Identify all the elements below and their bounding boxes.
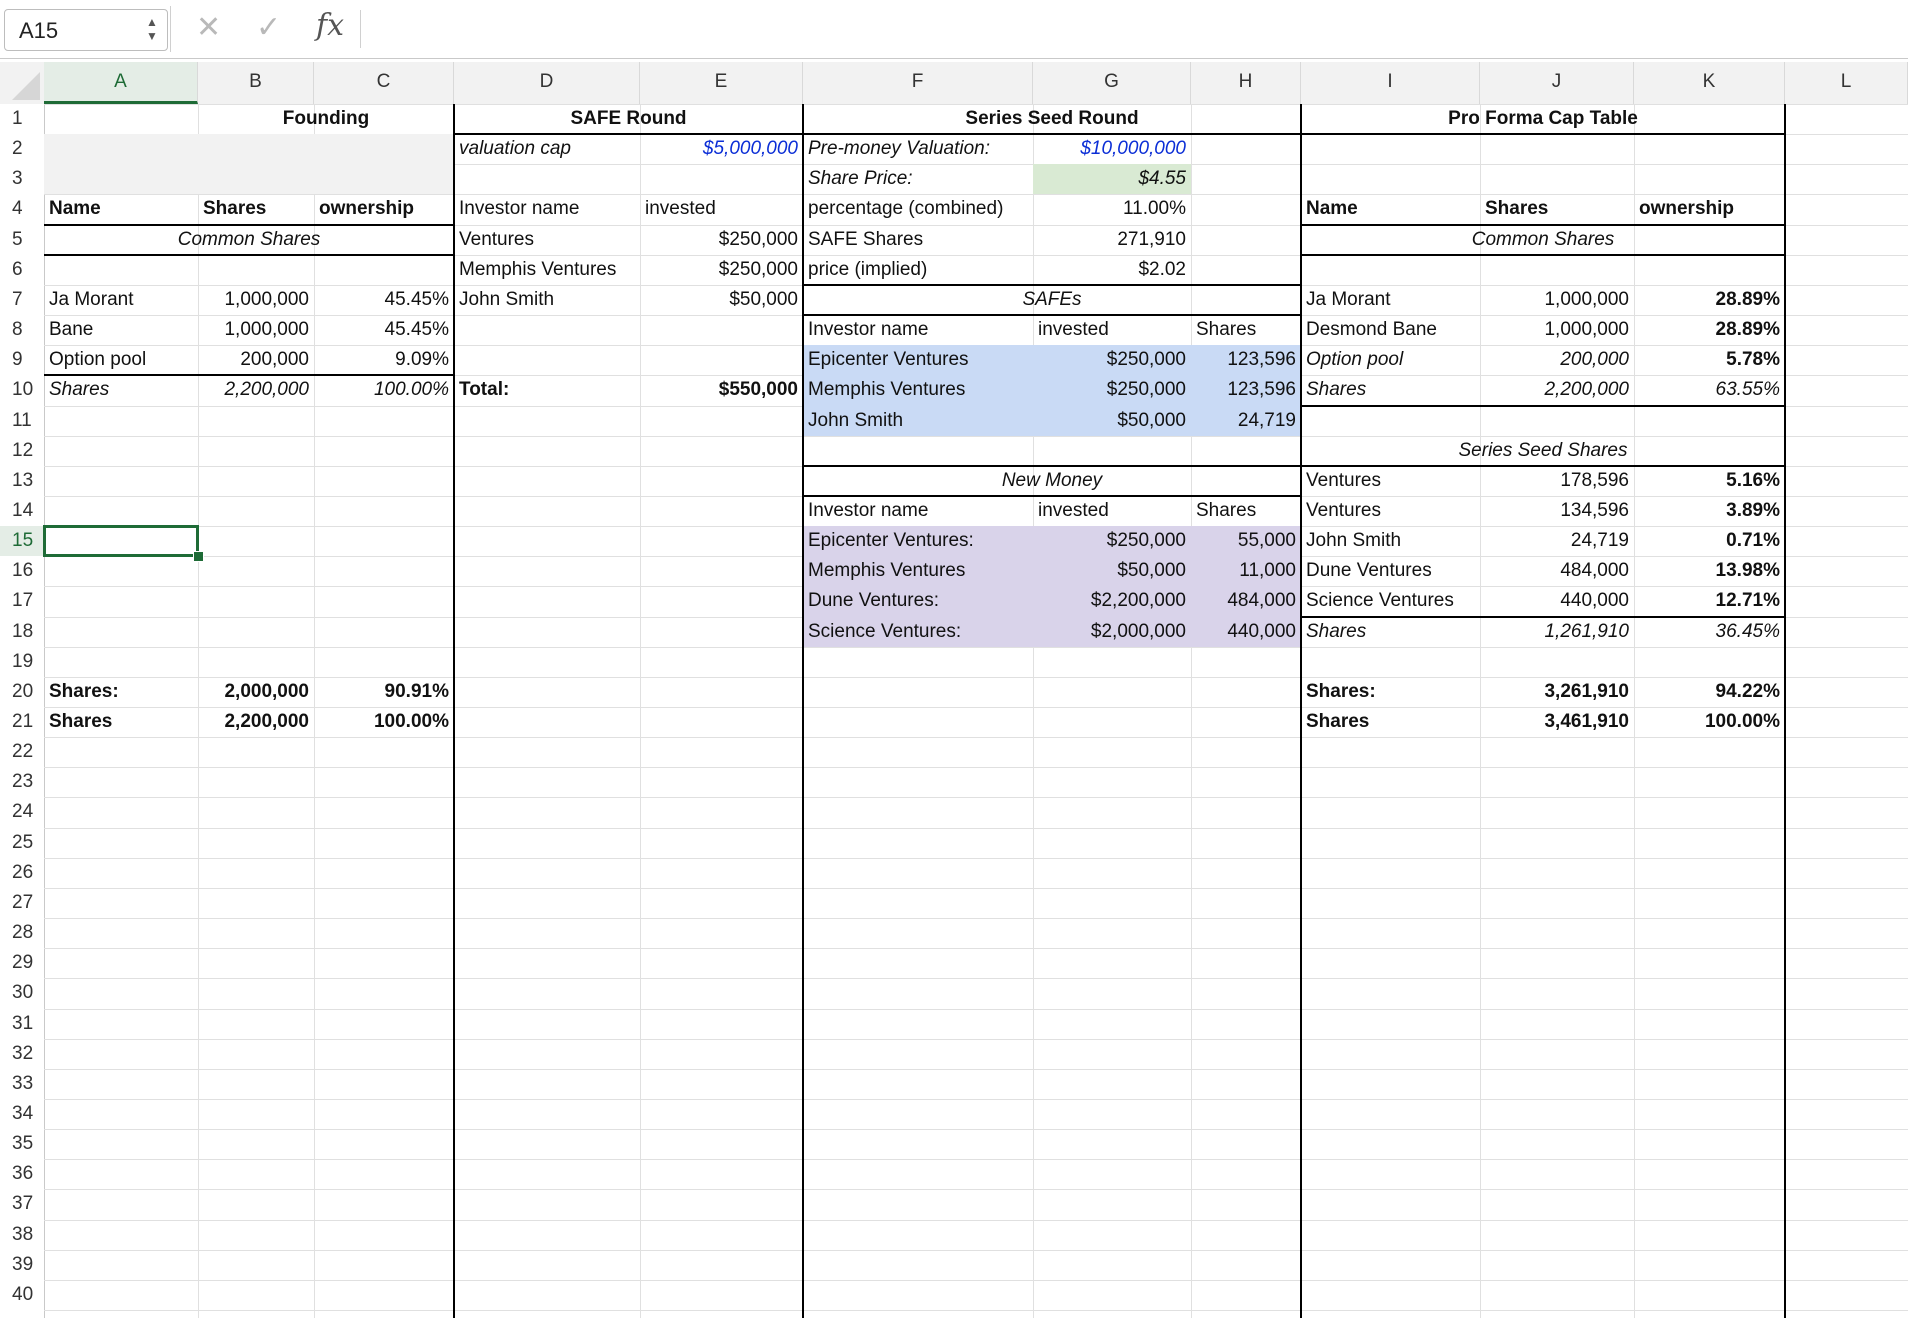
proforma-ownership-cell[interactable]: 3.89% <box>1726 499 1780 521</box>
row-header-23[interactable]: 23 <box>12 771 34 793</box>
proforma-common-label[interactable]: Common Shares <box>1471 228 1615 250</box>
proforma-title[interactable]: Pro Forma Cap Table <box>1448 108 1638 129</box>
safe-header-invested[interactable]: invested <box>645 198 716 220</box>
founding-summary-shares[interactable]: 2,200,000 <box>224 711 309 732</box>
row-header-3[interactable]: 3 <box>12 168 23 190</box>
seed-share-price-label[interactable]: Share Price: <box>808 168 913 190</box>
row-header-30[interactable]: 30 <box>12 982 34 1004</box>
column-header-g[interactable]: G <box>1033 62 1191 104</box>
gridline <box>44 978 1908 979</box>
function-icon[interactable]: fx <box>316 8 345 43</box>
seed-premoney-label[interactable]: Pre-money Valuation: <box>808 138 991 160</box>
seed-safes-title[interactable]: SAFEs <box>1022 288 1082 310</box>
proforma-header-shares[interactable]: Shares <box>1485 198 1549 220</box>
gridline <box>44 1069 1908 1070</box>
row-header-14[interactable]: 14 <box>12 499 34 521</box>
seed-safe-shares-value[interactable]: 271,910 <box>1117 228 1186 250</box>
column-header-i[interactable]: I <box>1301 62 1480 104</box>
proforma-shares-cell[interactable]: 178,596 <box>1560 469 1629 491</box>
safe-valuation-cap-value[interactable]: $5,000,000 <box>702 138 798 160</box>
seed-price-value[interactable]: $2.02 <box>1138 258 1186 280</box>
seed-nm-invested-cell[interactable]: $2,000,000 <box>1090 620 1186 642</box>
proforma-common-total-shares[interactable]: 2,200,000 <box>1544 379 1629 401</box>
row-header-27[interactable]: 27 <box>12 891 34 913</box>
proforma-name-cell[interactable]: Ventures <box>1306 499 1381 521</box>
row-header-24[interactable]: 24 <box>12 801 34 823</box>
safe-invested-cell[interactable]: $50,000 <box>729 288 798 310</box>
seed-nm-shares-cell[interactable]: 440,000 <box>1227 620 1296 642</box>
column-header-h[interactable]: H <box>1191 62 1301 104</box>
seed-safes-header-invested[interactable]: invested <box>1038 319 1109 341</box>
gridline <box>44 1189 1908 1190</box>
founding-name-cell[interactable]: Bane <box>49 319 94 341</box>
seed-nm-investor-cell[interactable]: Epicenter Ventures: <box>808 530 974 552</box>
gridline <box>44 918 1908 919</box>
proforma-summary-shares[interactable]: 3,461,910 <box>1544 711 1629 732</box>
proforma-shares-cell[interactable]: 484,000 <box>1560 560 1629 582</box>
row-header-7[interactable]: 7 <box>12 288 23 310</box>
column-header-e[interactable]: E <box>640 62 803 104</box>
formula-input[interactable] <box>360 10 1901 48</box>
column-header-k[interactable]: K <box>1634 62 1785 104</box>
column-header-l[interactable]: L <box>1785 62 1908 104</box>
safe-investor-cell[interactable]: John Smith <box>459 288 555 310</box>
seed-nm-invested-cell[interactable]: $250,000 <box>1106 530 1186 552</box>
founding-ownership-cell[interactable]: 45.45% <box>384 288 449 310</box>
row-header-38[interactable]: 38 <box>12 1223 34 1245</box>
founding-summary-ownership[interactable]: 90.91% <box>384 680 449 702</box>
row-header-18[interactable]: 18 <box>12 620 34 642</box>
formula-bar <box>0 0 1908 59</box>
proforma-shares-cell[interactable]: 134,596 <box>1560 499 1629 521</box>
gridline <box>44 1039 1908 1040</box>
safe-title[interactable]: SAFE Round <box>570 108 687 129</box>
row-header-2[interactable]: 2 <box>12 138 23 160</box>
row-header-9[interactable]: 9 <box>12 349 23 371</box>
founding-total-shares[interactable]: 2,200,000 <box>224 379 309 401</box>
row-header-4[interactable]: 4 <box>12 198 23 220</box>
seed-nm-shares-cell[interactable]: 11,000 <box>1239 560 1296 582</box>
row-header-22[interactable]: 22 <box>12 741 34 763</box>
safe-investor-cell[interactable]: Ventures <box>459 228 534 250</box>
seed-safe-shares-cell[interactable]: 123,596 <box>1227 379 1296 401</box>
proforma-ownership-cell[interactable]: 28.89% <box>1715 288 1780 310</box>
proforma-shares-cell[interactable]: 440,000 <box>1560 590 1629 612</box>
proforma-name-cell[interactable]: Science Ventures <box>1306 590 1454 612</box>
formula-bar-separator <box>170 6 171 52</box>
founding-summary-label[interactable]: Shares: <box>49 680 119 702</box>
row-header-25[interactable]: 25 <box>12 831 34 853</box>
safe-total-label[interactable]: Total: <box>459 379 510 401</box>
row-header-26[interactable]: 26 <box>12 861 34 883</box>
row-header-34[interactable]: 34 <box>12 1102 34 1124</box>
seed-premoney-value[interactable]: $10,000,000 <box>1080 138 1186 160</box>
row-header-12[interactable]: 12 <box>12 439 34 461</box>
proforma-name-cell[interactable]: Ventures <box>1306 469 1381 491</box>
proforma-summary-label[interactable]: Shares <box>1306 711 1370 732</box>
proforma-shares-cell[interactable]: 200,000 <box>1560 349 1629 371</box>
proforma-seed-total-shares[interactable]: 1,261,910 <box>1544 620 1629 642</box>
safe-valuation-cap-label[interactable]: valuation cap <box>459 138 571 160</box>
row-header-33[interactable]: 33 <box>12 1072 34 1094</box>
row-header-31[interactable]: 31 <box>12 1012 34 1034</box>
founding-summary-label[interactable]: Shares <box>49 711 113 732</box>
gridline <box>44 1280 1908 1281</box>
seed-nm-shares-cell[interactable]: 484,000 <box>1227 590 1296 612</box>
gridline <box>44 647 1908 648</box>
founding-title[interactable]: Founding <box>282 108 370 129</box>
proforma-seed-total-ownership[interactable]: 36.45% <box>1715 620 1780 642</box>
gridline <box>44 1159 1908 1160</box>
row-header-20[interactable]: 20 <box>12 680 34 702</box>
seed-safe-shares-label[interactable]: SAFE Shares <box>808 228 924 250</box>
seed-safe-shares-cell[interactable]: 123,596 <box>1227 349 1296 371</box>
row-header-39[interactable]: 39 <box>12 1253 34 1275</box>
proforma-shares-cell[interactable]: 1,000,000 <box>1544 288 1629 310</box>
seed-safes-header-investor[interactable]: Investor name <box>808 319 929 341</box>
seed-nm-header-investor[interactable]: Investor name <box>808 499 929 521</box>
proforma-name-cell[interactable]: Ja Morant <box>1306 288 1391 310</box>
founding-ownership-cell[interactable]: 45.45% <box>384 319 449 341</box>
gridline <box>44 1220 1908 1221</box>
founding-summary-ownership[interactable]: 100.00% <box>373 711 449 732</box>
gridline <box>44 828 1908 829</box>
name-box-value[interactable]: A15 <box>19 18 59 43</box>
seed-safe-investor-cell[interactable]: Memphis Ventures <box>808 379 966 401</box>
seed-safe-invested-cell[interactable]: $50,000 <box>1117 409 1186 431</box>
safe-investor-cell[interactable]: Memphis Ventures <box>459 258 617 280</box>
name-box-stepper-icon[interactable]: ▲ ▼ <box>146 15 158 43</box>
seed-pct-label[interactable]: percentage (combined) <box>808 198 1004 220</box>
gridline <box>44 858 1908 859</box>
seed-safes-header-shares[interactable]: Shares <box>1196 319 1257 341</box>
proforma-shares-cell[interactable]: 24,719 <box>1570 530 1629 552</box>
proforma-name-cell[interactable]: Desmond Bane <box>1306 319 1437 341</box>
row-header-37[interactable]: 37 <box>12 1193 34 1215</box>
proforma-ownership-cell[interactable]: 12.71% <box>1715 590 1780 612</box>
row-header-10[interactable]: 10 <box>12 379 34 401</box>
proforma-summary-ownership[interactable]: 100.00% <box>1704 711 1780 732</box>
gridline <box>44 1009 1908 1010</box>
row-header-36[interactable]: 36 <box>12 1163 34 1185</box>
row-header-1[interactable]: 1 <box>12 108 23 129</box>
seed-safe-investor-cell[interactable]: Epicenter Ventures <box>808 349 969 371</box>
founding-name-cell[interactable]: Ja Morant <box>49 288 134 310</box>
proforma-name-cell[interactable]: Dune Ventures <box>1306 560 1432 582</box>
select-all-icon[interactable] <box>12 72 40 100</box>
seed-nm-shares-cell[interactable]: 55,000 <box>1237 530 1296 552</box>
proforma-header-ownership[interactable]: ownership <box>1639 198 1735 220</box>
proforma-summary-ownership[interactable]: 94.22% <box>1715 680 1780 702</box>
proforma-seed-label[interactable]: Series Seed Shares <box>1458 439 1628 461</box>
seed-pct-value[interactable]: 11.00% <box>1122 198 1186 220</box>
x-icon[interactable]: ✕ <box>196 11 222 44</box>
row-header-15[interactable]: 15 <box>0 526 44 556</box>
seed-nm-investor-cell[interactable]: Science Ventures: <box>808 620 962 642</box>
row-header-28[interactable]: 28 <box>12 922 34 944</box>
seed-safe-investor-cell[interactable]: John Smith <box>808 409 904 431</box>
row-header-40[interactable]: 40 <box>12 1283 34 1305</box>
fill-handle[interactable] <box>193 551 204 562</box>
proforma-name-cell[interactable]: Option pool <box>1306 349 1404 371</box>
proforma-shares-cell[interactable]: 1,000,000 <box>1544 319 1629 341</box>
row-header-29[interactable]: 29 <box>12 952 34 974</box>
gridline <box>44 888 1908 889</box>
founding-total-label[interactable]: Shares <box>49 379 110 401</box>
gridline <box>44 737 1908 738</box>
row-header-13[interactable]: 13 <box>12 469 34 491</box>
founding-total-ownership[interactable]: 100.00% <box>373 379 449 401</box>
row-header-11[interactable]: 11 <box>12 409 32 431</box>
founding-common-label[interactable]: Common Shares <box>177 228 321 250</box>
gridline <box>44 767 1908 768</box>
seed-nm-investor-cell[interactable]: Dune Ventures: <box>808 590 939 612</box>
row-header-32[interactable]: 32 <box>12 1042 34 1064</box>
seed-nm-investor-cell[interactable]: Memphis Ventures <box>808 560 966 582</box>
safe-total-value[interactable]: $550,000 <box>718 379 798 401</box>
founding-header-ownership[interactable]: ownership <box>319 198 415 220</box>
proforma-ownership-cell[interactable]: 0.71% <box>1726 530 1780 552</box>
select-all-corner[interactable] <box>0 62 45 105</box>
founding-ownership-cell[interactable]: 9.09% <box>395 349 449 371</box>
founding-name-cell[interactable]: Option pool <box>49 349 147 371</box>
seed-title[interactable]: Series Seed Round <box>965 108 1139 129</box>
gridline <box>44 797 1908 798</box>
row-header-5[interactable]: 5 <box>12 228 23 250</box>
check-icon[interactable]: ✓ <box>256 11 282 44</box>
column-header-a[interactable]: A <box>44 62 198 104</box>
row-header-35[interactable]: 35 <box>12 1133 34 1155</box>
row-header-16[interactable]: 16 <box>12 560 34 582</box>
safe-invested-cell[interactable]: $250,000 <box>718 258 798 280</box>
seed-price-label[interactable]: price (implied) <box>808 258 928 280</box>
selected-cell-outline[interactable] <box>43 525 199 557</box>
proforma-common-total-label[interactable]: Shares <box>1306 379 1367 401</box>
proforma-name-cell[interactable]: John Smith <box>1306 530 1402 552</box>
row-header-21[interactable]: 21 <box>12 711 34 732</box>
founding-shares-cell[interactable]: 1,000,000 <box>224 288 309 310</box>
seed-safe-invested-cell[interactable]: $250,000 <box>1106 349 1186 371</box>
founding-header-name[interactable]: Name <box>49 198 101 220</box>
seed-new-money-title[interactable]: New Money <box>1001 469 1103 491</box>
gridline <box>44 948 1908 949</box>
column-header-d[interactable]: D <box>454 62 640 104</box>
gridline <box>44 1129 1908 1130</box>
column-header-b[interactable]: B <box>198 62 314 104</box>
founding-grey-fill <box>44 134 454 194</box>
name-box[interactable] <box>4 9 168 51</box>
column-header-j[interactable]: J <box>1480 62 1634 104</box>
proforma-ownership-cell[interactable]: 13.98% <box>1715 560 1780 582</box>
row-header-17[interactable]: 17 <box>12 590 34 612</box>
proforma-summary-shares[interactable]: 3,261,910 <box>1544 680 1629 702</box>
gridline <box>44 1099 1908 1100</box>
proforma-seed-total-label[interactable]: Shares <box>1306 620 1367 642</box>
proforma-common-total-ownership[interactable]: 63.55% <box>1715 379 1780 401</box>
proforma-ownership-cell[interactable]: 28.89% <box>1715 319 1780 341</box>
seed-nm-header-shares[interactable]: Shares <box>1196 499 1257 521</box>
row-header-6[interactable]: 6 <box>12 258 23 280</box>
proforma-ownership-cell[interactable]: 5.78% <box>1726 349 1780 371</box>
proforma-ownership-cell[interactable]: 5.16% <box>1726 469 1780 491</box>
row-header-19[interactable]: 19 <box>12 650 34 672</box>
cell-grid[interactable] <box>44 104 1908 1318</box>
column-header-f[interactable]: F <box>803 62 1033 104</box>
seed-share-price-value[interactable]: $4.55 <box>1138 168 1186 190</box>
seed-safe-shares-cell[interactable]: 24,719 <box>1237 409 1296 431</box>
founding-shares-cell[interactable]: 200,000 <box>240 349 309 371</box>
seed-nm-header-invested[interactable]: invested <box>1038 499 1109 521</box>
founding-header-shares[interactable]: Shares <box>203 198 267 220</box>
safe-header-investor[interactable]: Investor name <box>459 198 580 220</box>
row-header-8[interactable]: 8 <box>12 319 23 341</box>
gridline <box>44 1250 1908 1251</box>
gridline <box>44 1310 1908 1311</box>
proforma-header-name[interactable]: Name <box>1306 198 1358 220</box>
seed-nm-invested-cell[interactable]: $2,200,000 <box>1090 590 1186 612</box>
proforma-summary-label[interactable]: Shares: <box>1306 680 1376 702</box>
safe-invested-cell[interactable]: $250,000 <box>718 228 798 250</box>
founding-summary-shares[interactable]: 2,000,000 <box>224 680 309 702</box>
founding-shares-cell[interactable]: 1,000,000 <box>224 319 309 341</box>
seed-nm-invested-cell[interactable]: $50,000 <box>1117 560 1186 582</box>
seed-safe-invested-cell[interactable]: $250,000 <box>1106 379 1186 401</box>
column-header-c[interactable]: C <box>314 62 454 104</box>
